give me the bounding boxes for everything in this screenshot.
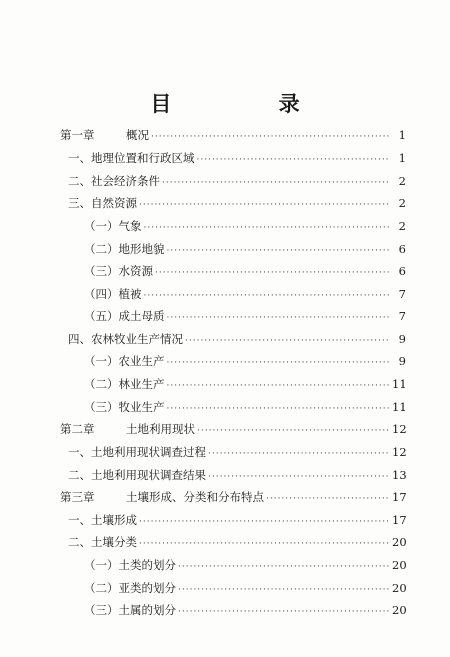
leader-dots	[167, 376, 390, 396]
toc-page-number: 20	[392, 558, 407, 572]
leader-dots	[178, 557, 389, 577]
toc-page-number: 11	[392, 400, 407, 414]
toc-entry-subsection[interactable]	[84, 374, 406, 394]
toc-page-number: 7	[398, 309, 406, 323]
chapter-number: 第三章	[60, 490, 95, 504]
toc-entry-label: （一）土类的划分	[84, 558, 176, 572]
leader-dots	[144, 218, 390, 238]
toc-entry-label: （一）农业生产	[84, 354, 165, 368]
toc-entry-subsection[interactable]	[84, 306, 406, 326]
toc-page-number: 20	[392, 581, 407, 595]
toc-page-number: 1	[398, 128, 406, 142]
leader-dots	[208, 444, 389, 464]
toc-entry-section[interactable]	[68, 465, 406, 485]
toc-entry-label: （三）土属的划分	[84, 603, 176, 617]
leader-dots	[155, 263, 389, 283]
leader-dots	[266, 489, 389, 509]
toc-entry-label: 第三章 土壤形成、分类和分布特点	[60, 487, 264, 507]
toc-page-number: 20	[392, 603, 407, 617]
leader-dots	[151, 127, 389, 147]
toc-page-number: 2	[398, 196, 406, 210]
toc-page-number: 9	[398, 354, 406, 368]
toc-entry-label: （一）气象	[84, 219, 142, 233]
toc-entry-section[interactable]	[68, 329, 406, 349]
leader-dots	[167, 399, 390, 419]
toc-entry-section[interactable]	[68, 148, 406, 168]
leader-dots	[167, 308, 390, 328]
leader-dots	[139, 512, 389, 532]
toc-page-number: 20	[392, 535, 407, 549]
toc-entry-label: 二、土地利用现状调查结果	[68, 468, 206, 482]
leader-dots	[185, 331, 389, 351]
toc-page-number: 6	[398, 242, 406, 256]
toc-entry-subsection[interactable]	[84, 351, 406, 371]
leader-dots	[167, 353, 390, 373]
toc-entry-label: 一、地理位置和行政区域	[68, 151, 195, 165]
toc-page-number: 12	[392, 422, 407, 436]
chapter-number: 第一章	[60, 128, 95, 142]
leader-dots	[208, 467, 389, 487]
toc-entry-label: 四、农林牧业生产情况	[68, 332, 183, 346]
leader-dots	[167, 241, 390, 261]
toc-page-number: 6	[398, 264, 406, 278]
toc-entry-subsection[interactable]	[84, 397, 406, 417]
toc-entry-label: （三）水资源	[84, 264, 153, 278]
toc-entry-label: 一、土壤形成	[68, 513, 137, 527]
toc-entry-section[interactable]	[68, 442, 406, 462]
toc-entry-subsection[interactable]	[84, 578, 406, 598]
toc-entry-chapter-2[interactable]	[60, 419, 406, 439]
toc-entry-label: 二、社会经济条件	[68, 174, 160, 188]
toc-page-number: 1	[398, 151, 406, 165]
toc-page-number: 17	[392, 513, 407, 527]
leader-dots	[162, 173, 389, 193]
toc-page-number: 17	[392, 490, 407, 504]
leader-dots	[178, 602, 389, 622]
toc-entry-section[interactable]	[68, 171, 406, 191]
toc-page-number: 11	[392, 377, 407, 391]
toc-entry-label: 二、土壤分类	[68, 535, 137, 549]
toc-entry-subsection[interactable]	[84, 600, 406, 620]
toc-entry-label: （三）牧业生产	[84, 400, 165, 414]
toc-entry-label: 第一章 概况	[60, 125, 149, 145]
toc-entry-label: （五）成土母质	[84, 309, 165, 323]
toc-entry-label: （二）地形地貌	[84, 242, 165, 256]
toc-entry-subsection[interactable]	[84, 284, 406, 304]
toc-page-number: 7	[398, 287, 406, 301]
toc-entry-section[interactable]	[68, 193, 406, 213]
toc-entry-chapter-3[interactable]	[60, 487, 406, 507]
toc-entry-label: 第二章 土地利用现状	[60, 419, 195, 439]
leader-dots	[144, 286, 390, 306]
toc-entry-subsection[interactable]	[84, 216, 406, 236]
chapter-number: 第二章	[60, 422, 95, 436]
toc-entry-subsection[interactable]	[84, 239, 406, 259]
toc-entry-subsection[interactable]	[84, 555, 406, 575]
leader-dots	[139, 534, 389, 554]
toc-entry-subsection[interactable]	[84, 261, 406, 281]
toc-entry-chapter-1[interactable]	[60, 125, 406, 145]
toc-entry-label: （二）林业生产	[84, 377, 165, 391]
toc-page-number: 9	[398, 332, 406, 346]
page-title: 目 录	[150, 91, 350, 116]
leader-dots	[197, 150, 390, 170]
toc-entry-label: （四）植被	[84, 287, 142, 301]
leader-dots	[178, 580, 389, 600]
leader-dots	[197, 421, 389, 441]
leader-dots	[139, 195, 389, 215]
toc-entry-label: 三、自然资源	[68, 196, 137, 210]
toc-entry-section[interactable]	[68, 510, 406, 530]
toc-entry-section[interactable]	[68, 532, 406, 552]
toc-page-number: 2	[398, 174, 406, 188]
toc-page-number: 2	[398, 219, 406, 233]
toc-page-number: 12	[392, 445, 407, 459]
toc-page-number: 13	[392, 468, 407, 482]
toc-entry-label: 一、土地利用现状调查过程	[68, 445, 206, 459]
toc-entry-label: （二）亚类的划分	[84, 581, 176, 595]
